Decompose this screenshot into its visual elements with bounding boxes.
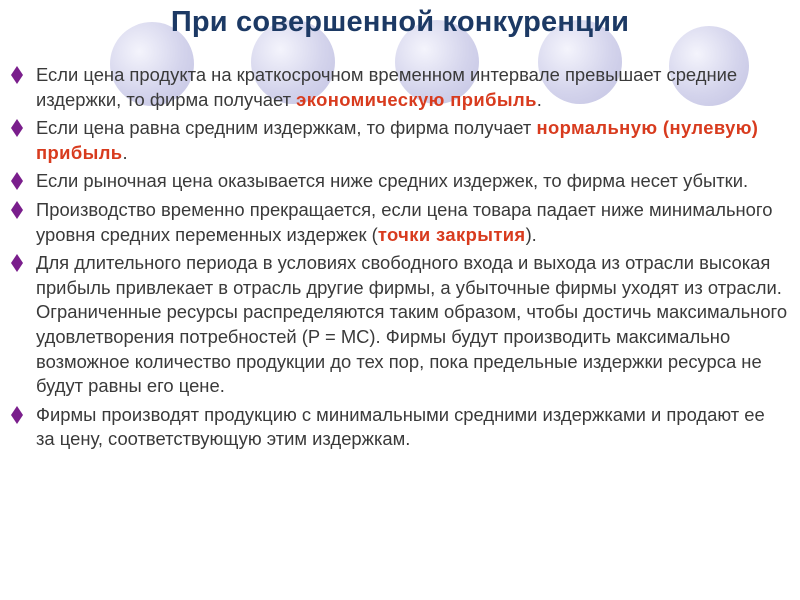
bullet-text-end: . xyxy=(536,88,542,110)
highlight-term: экономическую прибыль xyxy=(296,88,537,110)
diamond-bullet-icon xyxy=(10,119,24,137)
bullet-item xyxy=(8,403,788,452)
diamond-bullet-icon xyxy=(10,201,24,219)
bullet-item xyxy=(8,251,788,399)
bullet-text: Если рыночная цена оказывается ниже средних издержек, то фирма несет убытки. xyxy=(36,170,749,192)
diamond-bullet-icon xyxy=(10,254,24,272)
diamond-bullet-icon xyxy=(10,66,24,84)
highlight-term: нормальную (нулевую) прибыль xyxy=(36,117,759,163)
slide-title: При совершенной конкуренции xyxy=(170,6,630,38)
bullet-item xyxy=(8,63,788,112)
bullet-text: Если цена равна средним издержкам, то фирма получает xyxy=(36,117,537,139)
bullet-text: Для длительного периода в условиях свободного входа и выхода из отрасли высокая прибыль привлекает в отрасль другие фирмы, а убыточные фирмы уходят из отрасли. Ограниченные ресурсы распределяются таким образом, чтобы достичь максимального удовлетворения потребностей (P = MC). Фирмы будут производить максимально возможное количество продукции до тех пор, пока предельные издержки ресурса не будут равны его цене. xyxy=(36,252,788,397)
highlight-term: точки закрытия xyxy=(377,223,526,245)
bullet-item xyxy=(8,169,788,194)
bullet-text-end: . xyxy=(122,141,128,163)
bullet-text-end: ). xyxy=(525,223,537,245)
diamond-bullet-icon xyxy=(10,172,24,190)
bullet-text: Если цена продукта на краткосрочном временном интервале превышает средние издержки, то фирма получает xyxy=(36,64,738,110)
diamond-bullet-icon xyxy=(10,406,24,424)
bullet-text: Производство временно прекращается, если цена товара падает ниже минимального уровня средних переменных издержек ( xyxy=(36,198,773,245)
bullet-list xyxy=(8,63,788,456)
bullet-text: Фирмы производят продукцию с минимальными средними издержками и продают ее за цену, соответствующую этим издержкам. xyxy=(36,403,765,450)
bullet-item xyxy=(8,116,788,165)
bullet-item xyxy=(8,198,788,247)
